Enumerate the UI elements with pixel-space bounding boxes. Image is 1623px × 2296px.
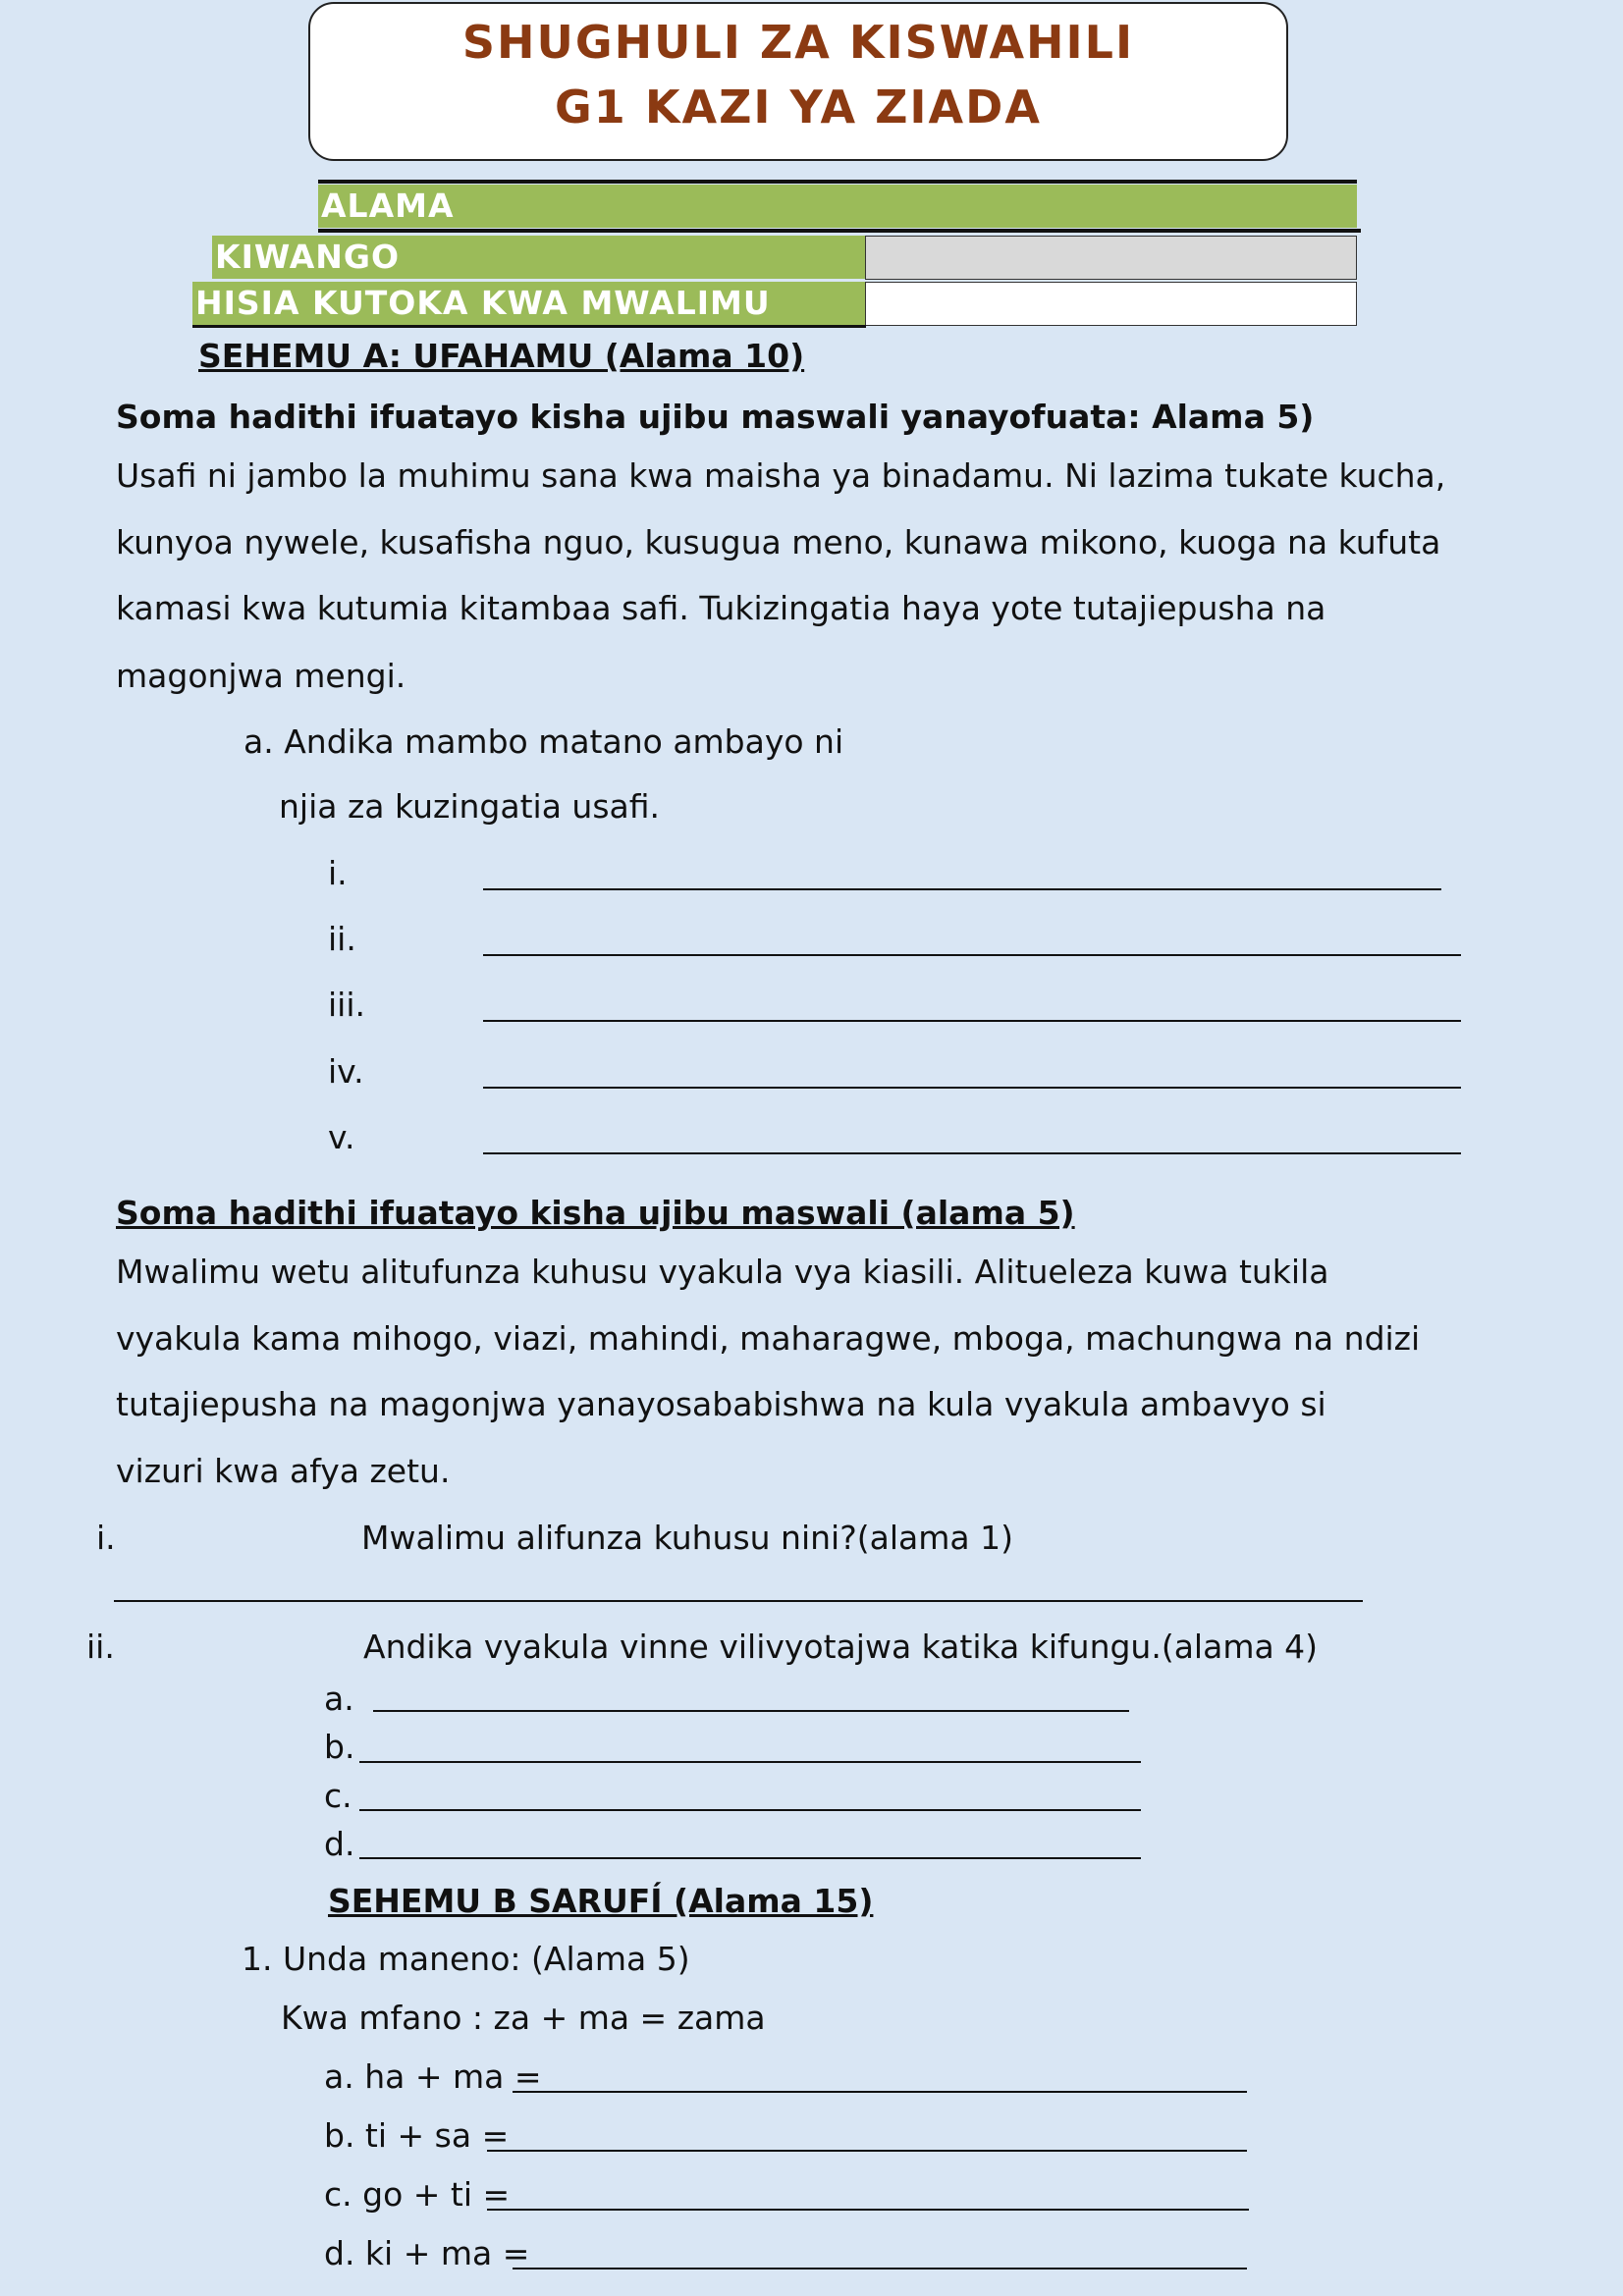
answer-line[interactable] bbox=[483, 888, 1441, 890]
answer-line[interactable] bbox=[513, 2091, 1247, 2093]
hisia-label: HISIA KUTOKA KWA MWALIMU bbox=[195, 284, 771, 322]
passage2-line: tutajiepusha na magonjwa yanayosababishwa na kula vyakula ambavyo si bbox=[116, 1385, 1326, 1423]
hisia-value-cell[interactable] bbox=[865, 282, 1357, 326]
passage1-line: kunyoa nywele, kusafisha nguo, kusugua meno, kunawa mikono, kuoga na kufuta bbox=[116, 523, 1441, 561]
answer-line[interactable] bbox=[359, 1809, 1141, 1811]
kiwango-value-cell[interactable] bbox=[865, 236, 1357, 280]
answer-numeral: iii. bbox=[328, 986, 365, 1024]
alama-row bbox=[318, 185, 1357, 228]
question-a-line2: njia za kuzingatia usafi. bbox=[279, 787, 661, 826]
answer-line[interactable] bbox=[359, 1857, 1141, 1859]
word-item: c. go + ti = bbox=[324, 2175, 511, 2214]
answer-line[interactable] bbox=[487, 2209, 1249, 2211]
page-title: SHUGHULI ZA KISWAHILI bbox=[461, 16, 1135, 69]
passage2-line: vizuri kwa afya zetu. bbox=[116, 1452, 451, 1490]
section-b-heading: SEHEMU B SARUFÍ (Alama 15) bbox=[328, 1882, 874, 1920]
passage2-line: vyakula kama mihogo, viazi, mahindi, maharagwe, mboga, machungwa na ndizi bbox=[116, 1319, 1421, 1358]
hisia-row bbox=[192, 282, 866, 325]
section-b-example: Kwa mfano : za + ma = zama bbox=[281, 1999, 766, 2037]
page-subtitle: G1 KAZI YA ZIADA bbox=[555, 80, 1042, 133]
answer-line[interactable] bbox=[359, 1761, 1141, 1763]
kiwango-label: KIWANGO bbox=[215, 238, 401, 276]
section-b-question: 1. Unda maneno: (Alama 5) bbox=[242, 1940, 690, 1978]
table-bottom-rule bbox=[192, 325, 866, 328]
table-rule bbox=[318, 229, 1361, 233]
table-top-rule bbox=[318, 180, 1357, 184]
question-text: Mwalimu alifunza kuhusu nini?(alama 1) bbox=[361, 1519, 1013, 1557]
passage1-line: kamasi kwa kutumia kitambaa safi. Tukizingatia haya yote tutajiepusha na bbox=[116, 589, 1326, 627]
answer-line[interactable] bbox=[373, 1710, 1129, 1712]
answer-numeral: v. bbox=[328, 1118, 355, 1156]
passage1-line: magonjwa mengi. bbox=[116, 657, 406, 695]
answer-line[interactable] bbox=[483, 1152, 1461, 1154]
word-item: a. ha + ma = bbox=[324, 2057, 542, 2096]
question-numeral: ii. bbox=[86, 1628, 115, 1666]
word-item: d. ki + ma = bbox=[324, 2234, 530, 2272]
question-a-line1: a. Andika mambo matano ambayo ni bbox=[243, 722, 844, 761]
answer-line[interactable] bbox=[483, 1020, 1461, 1022]
word-item: b. ti + sa = bbox=[324, 2116, 510, 2155]
kiwango-row bbox=[212, 236, 866, 279]
answer-line[interactable] bbox=[483, 954, 1461, 956]
answer-letter: b. bbox=[324, 1728, 355, 1766]
title-box bbox=[308, 2, 1288, 161]
passage2-instruction: Soma hadithi ifuatayo kisha ujibu maswali (alama 5) bbox=[116, 1194, 1075, 1232]
answer-numeral: ii. bbox=[328, 920, 356, 958]
question-text: Andika vyakula vinne vilivyotajwa katika kifungu.(alama 4) bbox=[363, 1628, 1319, 1666]
section-a-heading: SEHEMU A: UFAHAMU (Alama 10) bbox=[198, 337, 805, 375]
passage1-instruction: Soma hadithi ifuatayo kisha ujibu maswali yanayofuata: Alama 5) bbox=[116, 398, 1315, 436]
answer-letter: a. bbox=[324, 1680, 354, 1718]
passage2-line: Mwalimu wetu alitufunza kuhusu vyakula vya kiasili. Alitueleza kuwa tukila bbox=[116, 1253, 1329, 1291]
answer-line[interactable] bbox=[487, 2150, 1247, 2152]
answer-letter: d. bbox=[324, 1825, 355, 1863]
passage1-line: Usafi ni jambo la muhimu sana kwa maisha ya binadamu. Ni lazima tukate kucha, bbox=[116, 456, 1446, 495]
alama-label: ALAMA bbox=[321, 187, 455, 225]
question-numeral: i. bbox=[96, 1519, 116, 1557]
answer-numeral: iv. bbox=[328, 1052, 364, 1091]
answer-letter: c. bbox=[324, 1777, 352, 1815]
answer-line[interactable] bbox=[483, 1087, 1461, 1089]
answer-line[interactable] bbox=[114, 1600, 1363, 1602]
answer-line[interactable] bbox=[513, 2268, 1247, 2269]
answer-numeral: i. bbox=[328, 854, 348, 892]
